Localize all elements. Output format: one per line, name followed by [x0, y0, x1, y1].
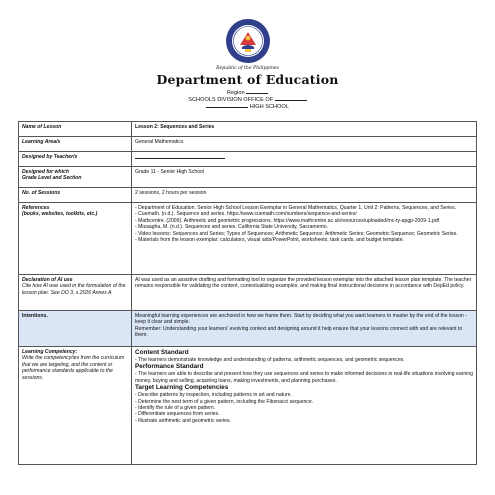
- school-label: HIGH SCHOOL: [249, 104, 289, 110]
- document-header: [0, 0, 495, 120]
- teacher-label: Designed by Teacher/s: [19, 152, 132, 167]
- intentions-value: Meaningful learning experiences are anchored in how we frame them. Start by deciding what you want learners to master by the end of the lesson - keep it clear and simple. Remember: Understanding your learners' evolving context and designing around it help ensure that your lessons connect with and are relevant to them.: [132, 311, 477, 347]
- list-item: - Differentiate sequences from series.: [135, 411, 220, 418]
- sessions-value: 2 sessions, 2 hours per session: [132, 188, 477, 203]
- list-item: - Mathcentre. (2009). Arithmetic and geometric progressions. https://www.mathcentre.ac.uk/resources/uploaded/mc-ty-apgp-2009-1.pdf: [135, 217, 440, 224]
- competency-value: [132, 347, 477, 465]
- table-row: [19, 311, 477, 347]
- list-item: - Department of Education. Senior High School Lesson Exemplar in General Mathematics, Quarter 1, Unit 2: Patterns, Sequences, and Series.: [135, 205, 457, 211]
- school-line: [0, 103, 495, 110]
- table-row: [19, 152, 477, 167]
- table-row: [19, 347, 477, 465]
- republic-text: Republic of the Philippines: [216, 66, 279, 71]
- list-item: - Illustrate arithmetic and geometric series.: [135, 417, 231, 424]
- region-label: Region: [226, 90, 245, 96]
- ai-declaration-label: Declaration of AI use Cite how AI was used in the formulation of the lesson plan. See DO 3, s.2026 Annex A.: [19, 275, 132, 311]
- table-row: [19, 167, 477, 188]
- grade-value: Grade 11 - Senior High School: [132, 167, 477, 188]
- references-value: [132, 203, 477, 275]
- list-item: - Cuemath. (n.d.). Sequence and series. https://www.cuemath.com/numbers/sequence-and-series/: [135, 211, 357, 218]
- division-line: [0, 96, 495, 103]
- sessions-label: No. of Sessions: [19, 188, 132, 203]
- department-title: Department of Education: [156, 72, 339, 87]
- list-item: - Video lessons: Sequences and Series; Types of Sequences; Arithmetic Sequence; Arithmetic Series; Geometric Sequence; Geometric Series.: [135, 230, 458, 237]
- table-row: [19, 122, 477, 137]
- list-item: - Materials from the lesson exemplar: calculators, visual aids/PowerPoint, worksheets, task cards, and budget template.: [135, 237, 404, 244]
- list-item: - Determine the next term of a given pattern, including the Fibonacci sequence.: [135, 398, 314, 405]
- division-blank: [275, 96, 307, 101]
- lesson-plan-table: [18, 121, 477, 465]
- intentions-label: Intentions.: [19, 311, 132, 347]
- table-row: [19, 137, 477, 152]
- table-row: [19, 203, 477, 275]
- division-label: SCHOOLS DIVISION OFFICE OF: [188, 97, 274, 103]
- ai-declaration-value: AI was used as an assistive drafting and formatting tool to organize the provided lesson exemplar into the attached lesson plan template. The teacher remains responsible for validating the content, contextualizing examples, and making final instructional decisions in accordance with DepEd policy.: [132, 275, 477, 311]
- lesson-name-label: Name of Lesson: [19, 122, 132, 137]
- content-standard-text: - The learners demonstrate knowledge and understanding of patterns, arithmetic sequences, and geometric sequences.: [135, 357, 405, 363]
- performance-standard-text: - The learners are able to describe and present how they use sequences and series to make informed decisions in real-life situations involving earning money, buying and selling, acquiring loans, making investments, and planning purchases.: [135, 371, 473, 384]
- grade-label: Designed for which Grade Level and Section: [19, 167, 132, 188]
- table-row: [19, 275, 477, 311]
- learning-area-value: General Mathematics: [132, 137, 477, 152]
- learning-area-label: Learning Area/s: [19, 137, 132, 152]
- table-row: [19, 188, 477, 203]
- region-line: [0, 89, 495, 96]
- target-competencies-heading: Target Learning Competencies: [135, 384, 229, 392]
- content-standard-heading: Content Standard: [135, 349, 189, 356]
- teacher-blank: [135, 154, 225, 159]
- teacher-value: [132, 152, 477, 167]
- list-item: - Identify the rule of a given pattern.: [135, 405, 216, 412]
- lesson-name-value: Lesson 2: Sequences and Series: [132, 122, 477, 137]
- performance-standard-heading: Performance Standard: [135, 363, 204, 371]
- list-item: - Mizaagha, M. (n.d.). Sequences and series. California State University, Sacramento.: [135, 224, 328, 231]
- school-blank: [206, 103, 248, 108]
- references-label: References (books, websites, toolkits, etc.): [19, 203, 132, 275]
- competency-label: Learning Competency: Write the competency/ies from the curriculum that we are targeting, and the content or performance standards applicable to the sessions.: [19, 347, 132, 465]
- deped-seal-icon: [225, 18, 271, 64]
- list-item: - Describe patterns by inspection, including patterns in art and nature.: [135, 392, 292, 399]
- region-blank: [246, 89, 268, 94]
